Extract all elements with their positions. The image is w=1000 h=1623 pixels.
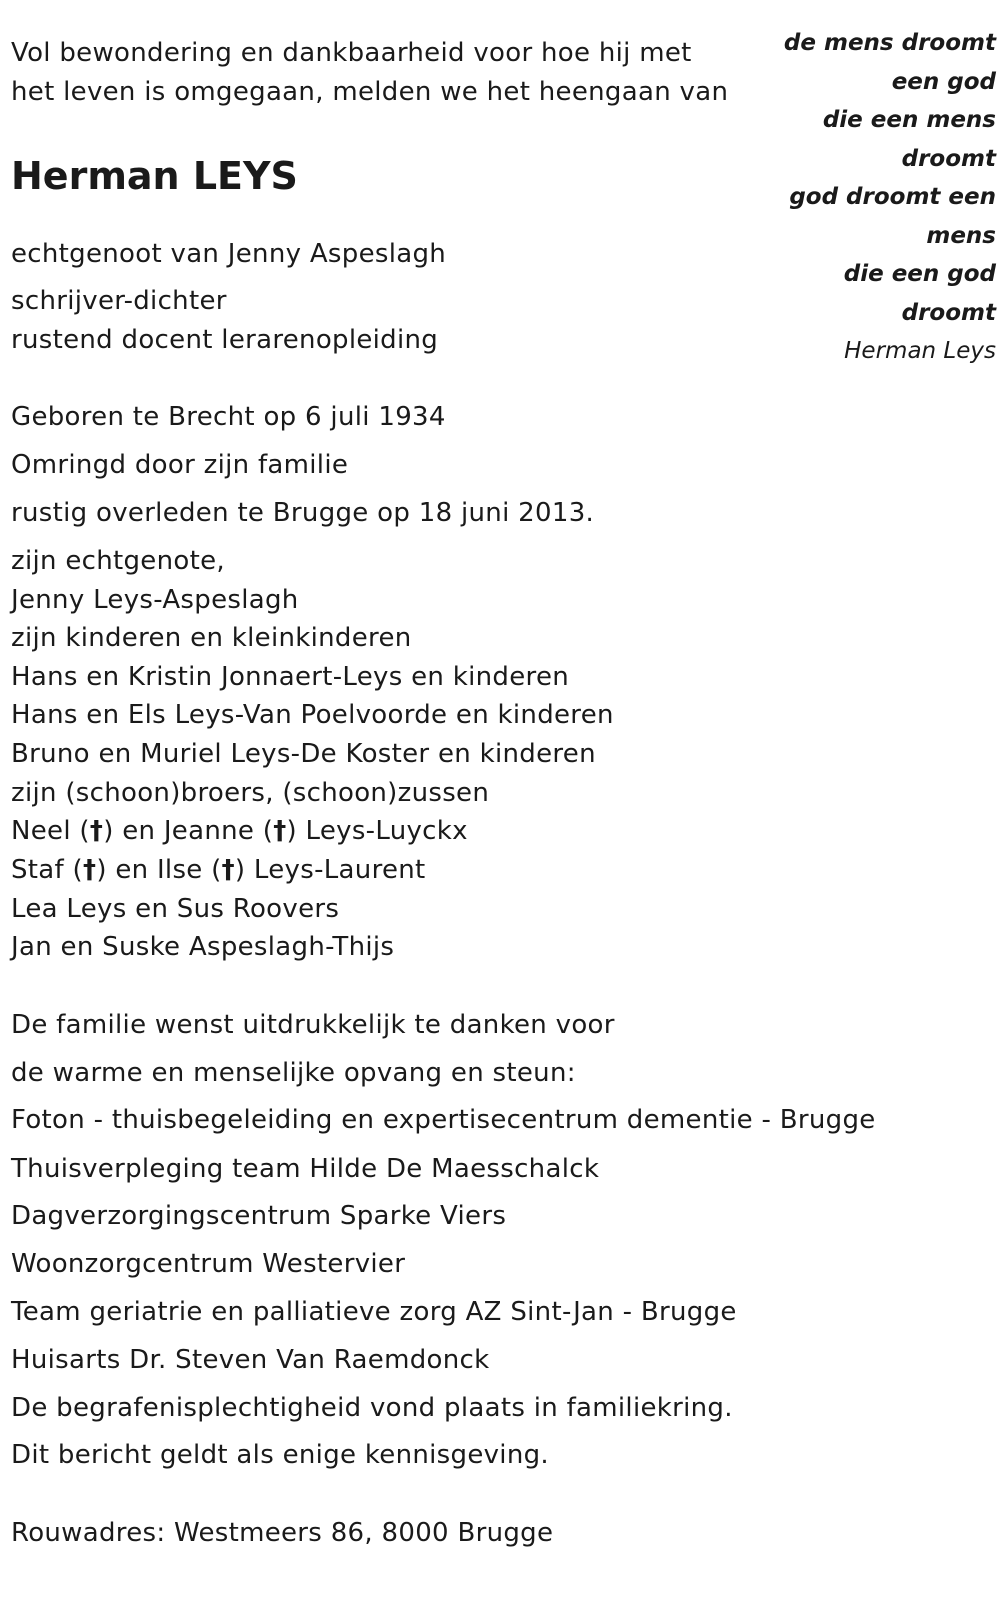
family-line: Hans en Els Leys-Van Poelvoorde en kinderen: [11, 700, 614, 730]
poem-line: die een mens: [822, 107, 996, 133]
intro-line-1: Vol bewondering en dankbaarheid voor hoe hij met: [11, 38, 692, 68]
poem-line: god droomt een: [789, 184, 996, 210]
thanks-line: Thuisverpleging team Hilde De Maesschalck: [11, 1154, 600, 1184]
occupation-line-1: schrijver-dichter: [11, 286, 227, 316]
family-line: Jan en Suske Aspeslagh-Thijs: [11, 932, 395, 962]
family-line: zijn (schoon)broers, (schoon)zussen: [11, 778, 490, 808]
poem-line: een god: [891, 68, 996, 95]
family-line: Bruno en Muriel Leys-De Koster en kinderen: [11, 739, 596, 769]
occupation-line-2: rustend docent lerarenopleiding: [11, 325, 439, 355]
thanks-line: De begrafenisplechtigheid vond plaats in familiekring.: [11, 1393, 733, 1423]
thanks-line: Dagverzorgingscentrum Sparke Viers: [11, 1201, 507, 1231]
poem-line: de mens droomt: [783, 30, 996, 56]
funeral-address: Rouwadres: Westmeers 86, 8000 Brugge: [11, 1518, 554, 1548]
spouse-line: echtgenoot van Jenny Aspeslagh: [11, 239, 447, 269]
family-line: Jenny Leys-Aspeslagh: [11, 585, 299, 615]
thanks-line: Dit bericht geldt als enige kennisgeving.: [11, 1440, 549, 1470]
poem-author: Herman Leys: [844, 338, 996, 364]
poem-block: [736, 24, 996, 370]
family-line: Lea Leys en Sus Roovers: [11, 894, 340, 924]
birth-line: Geboren te Brecht op 6 juli 1934: [11, 402, 446, 432]
text-segment: ) en Ilse (: [96, 855, 222, 885]
family-line: zijn kinderen en kleinkinderen: [11, 623, 412, 653]
cross-icon: †: [221, 855, 235, 885]
thanks-line: Foton - thuisbegeleiding en expertisecentrum dementie - Brugge: [11, 1105, 876, 1135]
poem-line: droomt: [901, 299, 996, 326]
text-segment: Neel (: [11, 816, 90, 846]
text-segment: ) Leys-Luyckx: [286, 816, 468, 846]
intro-line-2: het leven is omgegaan, melden we het heengaan van: [11, 77, 729, 107]
text-segment: ) Leys-Laurent: [234, 855, 426, 885]
death-line-1: Omringd door zijn familie: [11, 450, 349, 480]
family-line-deceased-siblings: [11, 853, 426, 887]
thanks-line: de warme en menselijke opvang en steun:: [11, 1058, 576, 1088]
text-segment: Staf (: [11, 855, 83, 885]
death-line-2: rustig overleden te Brugge op 18 juni 2013.: [11, 498, 595, 528]
cross-icon: †: [273, 816, 287, 846]
family-line: Hans en Kristin Jonnaert-Leys en kinderen: [11, 662, 570, 692]
text-segment: ) en Jeanne (: [103, 816, 274, 846]
thanks-line: Huisarts Dr. Steven Van Raemdonck: [11, 1345, 490, 1375]
poem-line: droomt: [901, 145, 996, 172]
poem-line: die een god: [843, 261, 996, 287]
thanks-line: Woonzorgcentrum Westervier: [11, 1249, 406, 1279]
thanks-line: De familie wenst uitdrukkelijk te danken voor: [11, 1010, 615, 1040]
thanks-line: Team geriatrie en palliatieve zorg AZ Sint-Jan - Brugge: [11, 1297, 737, 1327]
cross-icon: †: [89, 816, 104, 846]
family-line-deceased-siblings: [11, 814, 468, 848]
family-line: zijn echtgenote,: [11, 546, 225, 576]
cross-icon: †: [83, 855, 97, 885]
poem-line: mens: [926, 222, 996, 249]
deceased-name: Herman LEYS: [11, 154, 298, 198]
